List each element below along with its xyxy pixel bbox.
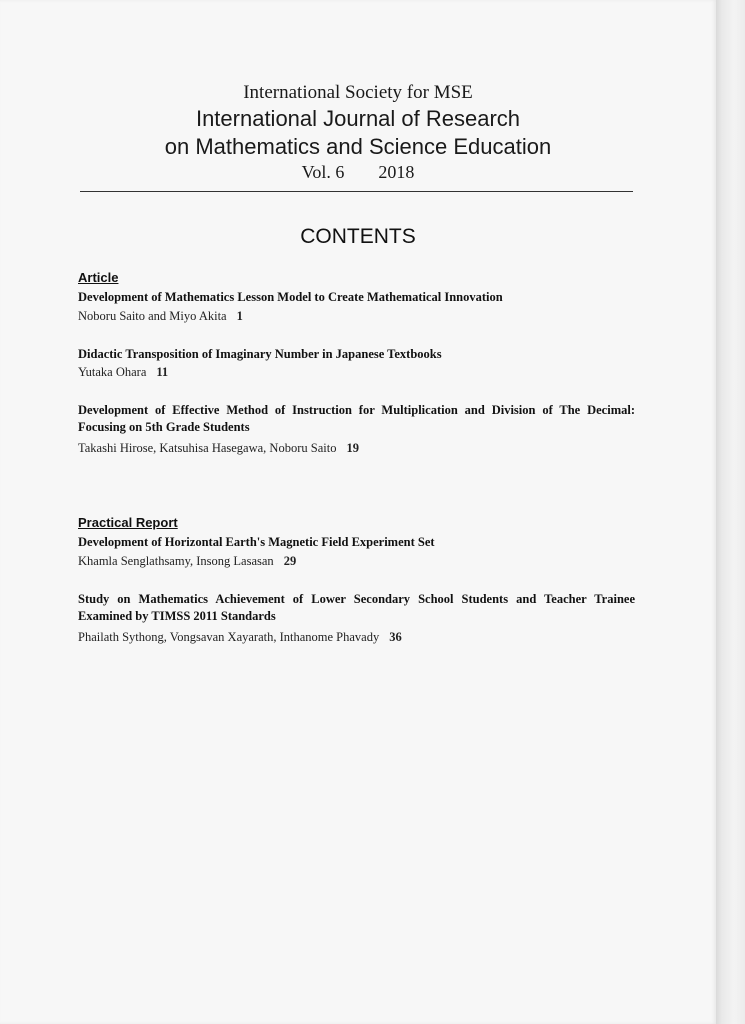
journal-title-line2: on Mathematics and Science Education [164,134,552,159]
entry-title: Didactic Transposition of Imaginary Number in Japanese Textbooks [78,347,442,361]
entry-authors [78,554,296,569]
entry-author-names: Takashi Hirose, Katsuhisa Hasegawa, Noboru Saito [78,441,337,455]
entry-title-line1: Development of Effective Method of Instruction for Multiplication and Division of The Decimal: [78,403,635,417]
society-name: International Society for MSE [243,82,473,103]
section-heading-practical-report: Practical Report [78,515,178,530]
entry-title: Development of Horizontal Earth's Magnetic Field Experiment Set [78,535,435,549]
entry-author-names: Khamla Senglathsamy, Insong Lasasan [78,554,274,568]
entry-title-line2: Focusing on 5th Grade Students [78,420,250,434]
entry-author-names: Yutaka Ohara [78,365,147,379]
contents-heading: CONTENTS [300,225,416,248]
entry-author-names: Phailath Sythong, Vongsavan Xayarath, Inthanome Phavady [78,630,380,644]
volume-number: Vol. 6 [301,162,345,182]
entry-page-number: 29 [283,554,297,568]
entry-title-line1: Study on Mathematics Achievement of Lower Secondary School Students and Teacher Trainee [78,592,635,606]
journal-title-line1: International Journal of Research [195,106,521,131]
entry-title [78,402,635,436]
entry-page-number: 36 [389,630,402,644]
entry-page-number: 11 [156,365,169,379]
entry-authors [78,365,168,380]
entry-title-line2: Examined by TIMSS 2011 Standards [78,609,276,623]
section-heading-article: Article [78,270,119,285]
entry-authors [78,630,402,645]
entry-page-number: 19 [346,441,359,455]
entry-author-names: Noboru Saito and Miyo Akita [78,309,227,323]
entry-page-number: 1 [236,309,243,323]
entry-title: Development of Mathematics Lesson Model to Create Mathematical Innovation [78,290,503,304]
page-edge-shadow [716,0,745,1024]
header-divider [80,191,633,192]
volume-line [0,162,716,183]
entry-authors [78,309,243,324]
volume-year: 2018 [378,162,415,182]
entry-authors [78,441,359,456]
entry-title [78,591,635,625]
